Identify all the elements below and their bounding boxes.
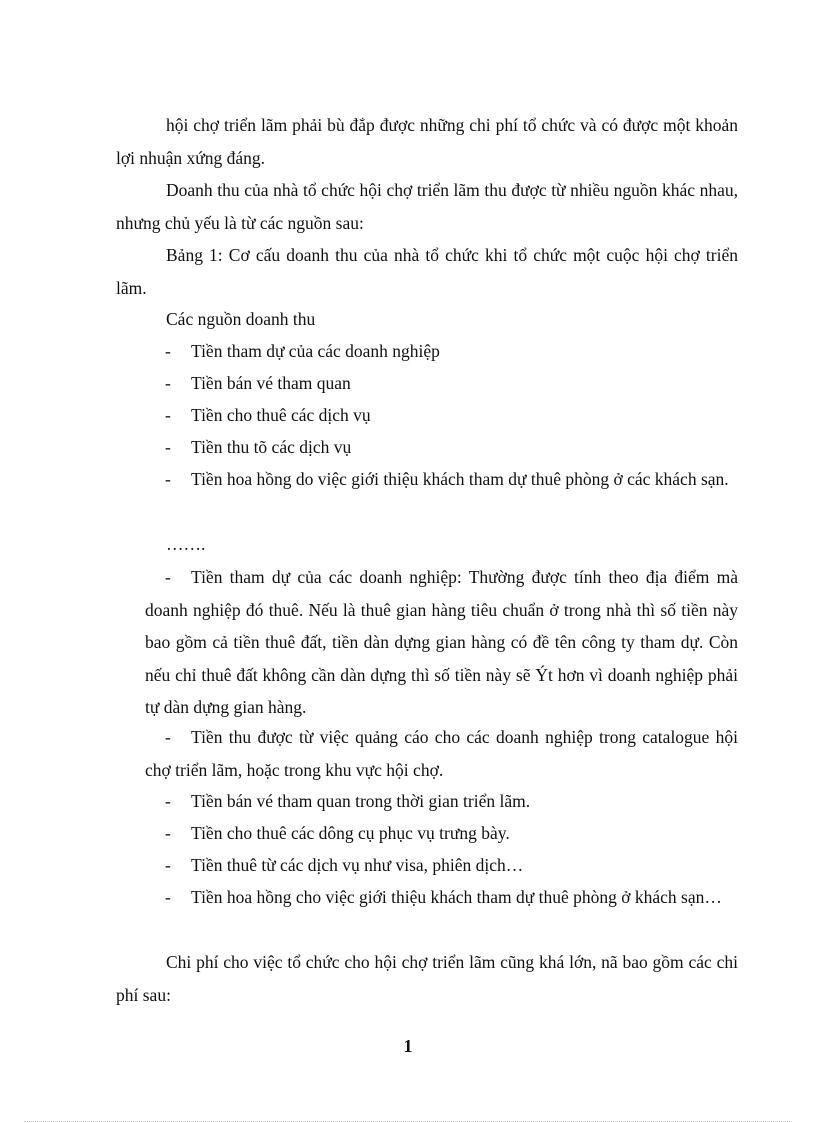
- list-item-text: Tiền hoa hồng cho việc giới thiệu khách tham dự thuê phòng ở khách sạn…: [191, 887, 722, 907]
- list-item-text: Tiền bán vé tham quan trong thời gian triển lãm.: [191, 791, 531, 811]
- dash-bullet: -: [165, 567, 171, 587]
- dash-bullet: -: [165, 887, 171, 907]
- dash-bullet: -: [165, 341, 171, 361]
- ellipsis-line: …….: [166, 534, 206, 554]
- list-item: [145, 721, 738, 786]
- list-item-text: Tiền thu tõ các dịch vụ: [191, 437, 352, 457]
- dash-bullet: -: [165, 405, 171, 425]
- list-heading: Các nguồn doanh thu: [166, 309, 316, 329]
- list-item: [145, 463, 738, 496]
- list-item: [145, 561, 738, 724]
- dash-bullet: -: [165, 855, 171, 875]
- dash-bullet: -: [165, 727, 171, 747]
- paragraph-costs: Chi phí cho việc tổ chức cho hội chợ triển lãm cũng khá lớn, nã bao gồm các chi phí sau:: [116, 952, 738, 1005]
- list-item: [145, 881, 738, 914]
- list-item-text: Tiền tham dự của các doanh nghiệp: Thường được tính theo địa điểm mà doanh nghiệp đó thuê. Nếu là thuê gian hàng tiêu chuẩn ở trong nhà thì số tiền này bao gồm cả tiền thuê đất, tiền dàn dựng gian hàng có đề tên công ty tham dự. Còn nếu chỉ thuê đất không cần dàn dựng thì số tiền này sẽ Ýt hơn vì doanh nghiệp phải tự dàn dựng gian hàng.: [145, 567, 738, 717]
- paragraph-revenue-sources: Doanh thu của nhà tổ chức hội chợ triển lãm thu được từ nhiều nguồn khác nhau, nhưng chủ yếu là từ các nguồn sau:: [116, 180, 738, 233]
- list-item: [145, 817, 738, 850]
- dash-bullet: -: [165, 437, 171, 457]
- list-item-text: Tiền cho thuê các dịch vụ: [191, 405, 371, 425]
- table-caption: Bảng 1: Cơ cấu doanh thu của nhà tổ chức khi tổ chức một cuộc hội chợ triển lãm.: [116, 245, 738, 298]
- list-item-text: Tiền tham dự của các doanh nghiệp: [191, 341, 440, 361]
- dash-bullet: -: [165, 469, 171, 489]
- dash-bullet: -: [165, 823, 171, 843]
- paragraph-intro: hội chợ triển lãm phải bù đắp được những chi phí tổ chức và có được một khoản lợi nhuận xứng đáng.: [116, 115, 738, 168]
- list-item: [145, 335, 738, 368]
- list-item: [145, 367, 738, 400]
- page-bottom-border: [24, 1121, 792, 1122]
- list-item-text: Tiền cho thuê các dông cụ phục vụ trưng bày.: [191, 823, 510, 843]
- page-number: 1: [403, 1036, 413, 1056]
- list-item-text: Tiền hoa hồng do việc giới thiệu khách tham dự thuê phòng ở các khách sạn.: [191, 469, 729, 489]
- list-item: [145, 399, 738, 432]
- dash-bullet: -: [165, 373, 171, 393]
- list-item: [145, 785, 738, 818]
- list-item-text: Tiền bán vé tham quan: [191, 373, 351, 393]
- list-item-text: Tiền thuê từ các dịch vụ như visa, phiên dịch…: [191, 855, 524, 875]
- dash-bullet: -: [165, 791, 171, 811]
- list-item-text: Tiền thu được từ việc quảng cáo cho các doanh nghiệp trong catalogue hội chợ triển lãm, hoặc trong khu vực hội chợ.: [145, 727, 738, 780]
- list-item: [145, 431, 738, 464]
- list-item: [145, 849, 738, 882]
